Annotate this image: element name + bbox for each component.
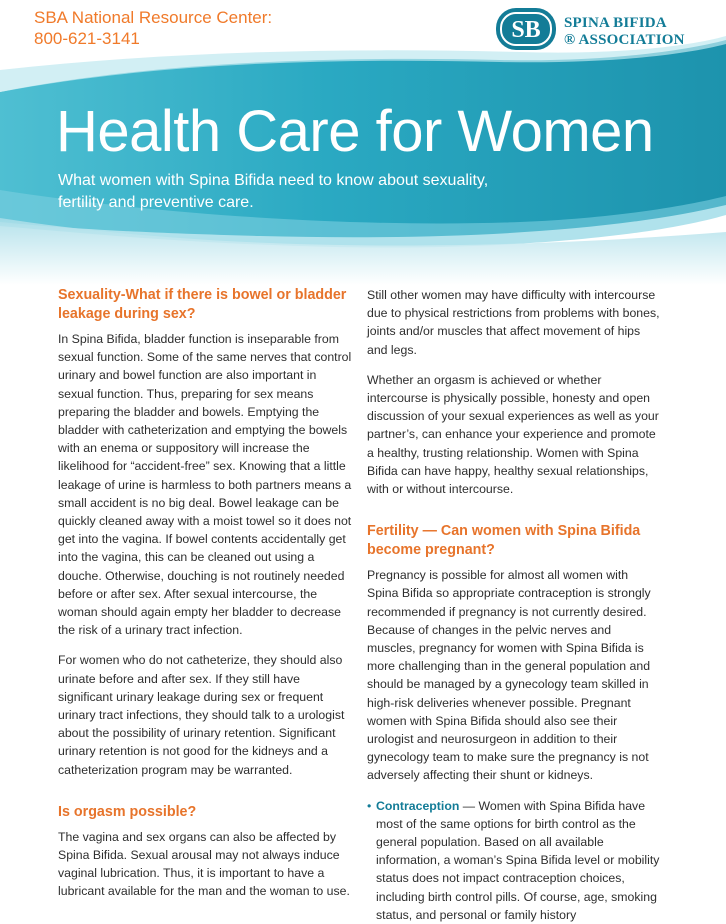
paragraph-sexuality-1: In Spina Bifida, bladder function is inseparable from sexual function. Some of the same nerves that control urinary and bowel function are also important in sexual function. Thus, preparing for sex means preparing the bladder and bowels. Emptying the bladder with catheterization and emptying the bowels with an enema or suppository will increase the likelihood for “accident-free” sex. Knowing that a little leakage of urine is harmless to both partners means a small accident is no big deal. Bowel leakage can be quickly cleaned away with a moist towel so it does not get into the vagina. If bowel contents accidentally get into the vagina, this can be cleaned out using a douche. Otherwise, douching is not routinely needed before or after sex. After sexual intercourse, the woman should again empty her bladder to decrease the risk of a urinary tract infection. [58, 332, 352, 638]
paragraph-sexuality-2: For women who do not catheterize, they should also urinate before and after sex. If they still have significant urinary leakage during sex or frequent urinary tract infections, they should talk to a urologist about the possibility of urinary retention. Significant urinary retention is not good for the kidneys and a catheterization program may be warranted. [58, 653, 345, 777]
list-item [367, 797, 661, 924]
sba-logo-mark-icon [494, 6, 558, 52]
bullet-list [367, 797, 661, 924]
logo-line-1: SPINA BIFIDA [564, 15, 667, 31]
resource-center-info [34, 7, 272, 49]
page-subtitle: What women with Spina Bifida need to know about sexuality, fertility and preventive care. [58, 172, 489, 211]
paragraph-orgasm-1: The vagina and sex organs can also be affected by Spina Bifida. Sexual arousal may not always induce vaginal lubrication. Thus, it is important to have a lubricant available for the man and the woman to use. [58, 829, 350, 899]
paragraph-honesty: Whether an orgasm is achieved or whether intercourse is physically possible, honesty and open discussion of your sexual experiences as well as your partner’s, can enhance your experience and promote a healthy, trusting relationship. Women with Spina Bifida can have happy, healthy sexual relationships, with or without intercourse. [367, 372, 659, 497]
sba-logo-wordmark [564, 15, 685, 49]
paragraph-physical-restrictions: Still other women may have difficulty with intercourse due to physical restrictions from problems with bones, joints and/or muscles that affect movement of hips and legs. [367, 288, 660, 357]
header-banner [0, 0, 726, 285]
page-title: Health Care for Women [56, 99, 654, 164]
right-column [367, 286, 661, 924]
resource-center-name: SBA National Resource Center: [34, 8, 273, 27]
logo-line-2: ® ASSOCIATION [564, 32, 685, 48]
bullet-text-contraception: — Women with Spina Bifida have most of the same options for birth control as the general population. Based on all available information, a woman’s Spina Bifida level or mobility status does not impact contraception choices, including birth control pills. Of course, age, smoking status, and personal or family history [376, 798, 660, 922]
svg-text:SB: SB [511, 17, 541, 43]
section-heading-sexuality: Sexuality-What if there is bowel or bladder leakage during sex? [58, 287, 347, 322]
bullet-marker: • [367, 798, 372, 813]
left-column [58, 286, 352, 913]
resource-center-phone: 800-621-3141 [34, 29, 140, 48]
section-heading-fertility: Fertility — Can women with Spina Bifida become pregnant? [367, 523, 641, 559]
section-heading-orgasm: Is orgasm possible? [58, 803, 197, 820]
bullet-term-contraception: Contraception [376, 798, 460, 813]
paragraph-fertility-1: Pregnancy is possible for almost all women with Spina Bifida so appropriate contraception is strongly recommended if pregnancy is not currently desired. Because of changes in the pelvic nerves and muscles, pregnancy for women with Spina Bifida is more challenging than in the general population and should be managed by a gynecology team skilled in high-risk deliveries whenever possible. Pregnant women with Spina Bifida should also see their urologist and neurosurgeon in addition to their gynecology team to make sure the pregnancy is not adversely affecting their shunt or kidneys. [367, 568, 651, 783]
sba-logo [494, 6, 694, 60]
